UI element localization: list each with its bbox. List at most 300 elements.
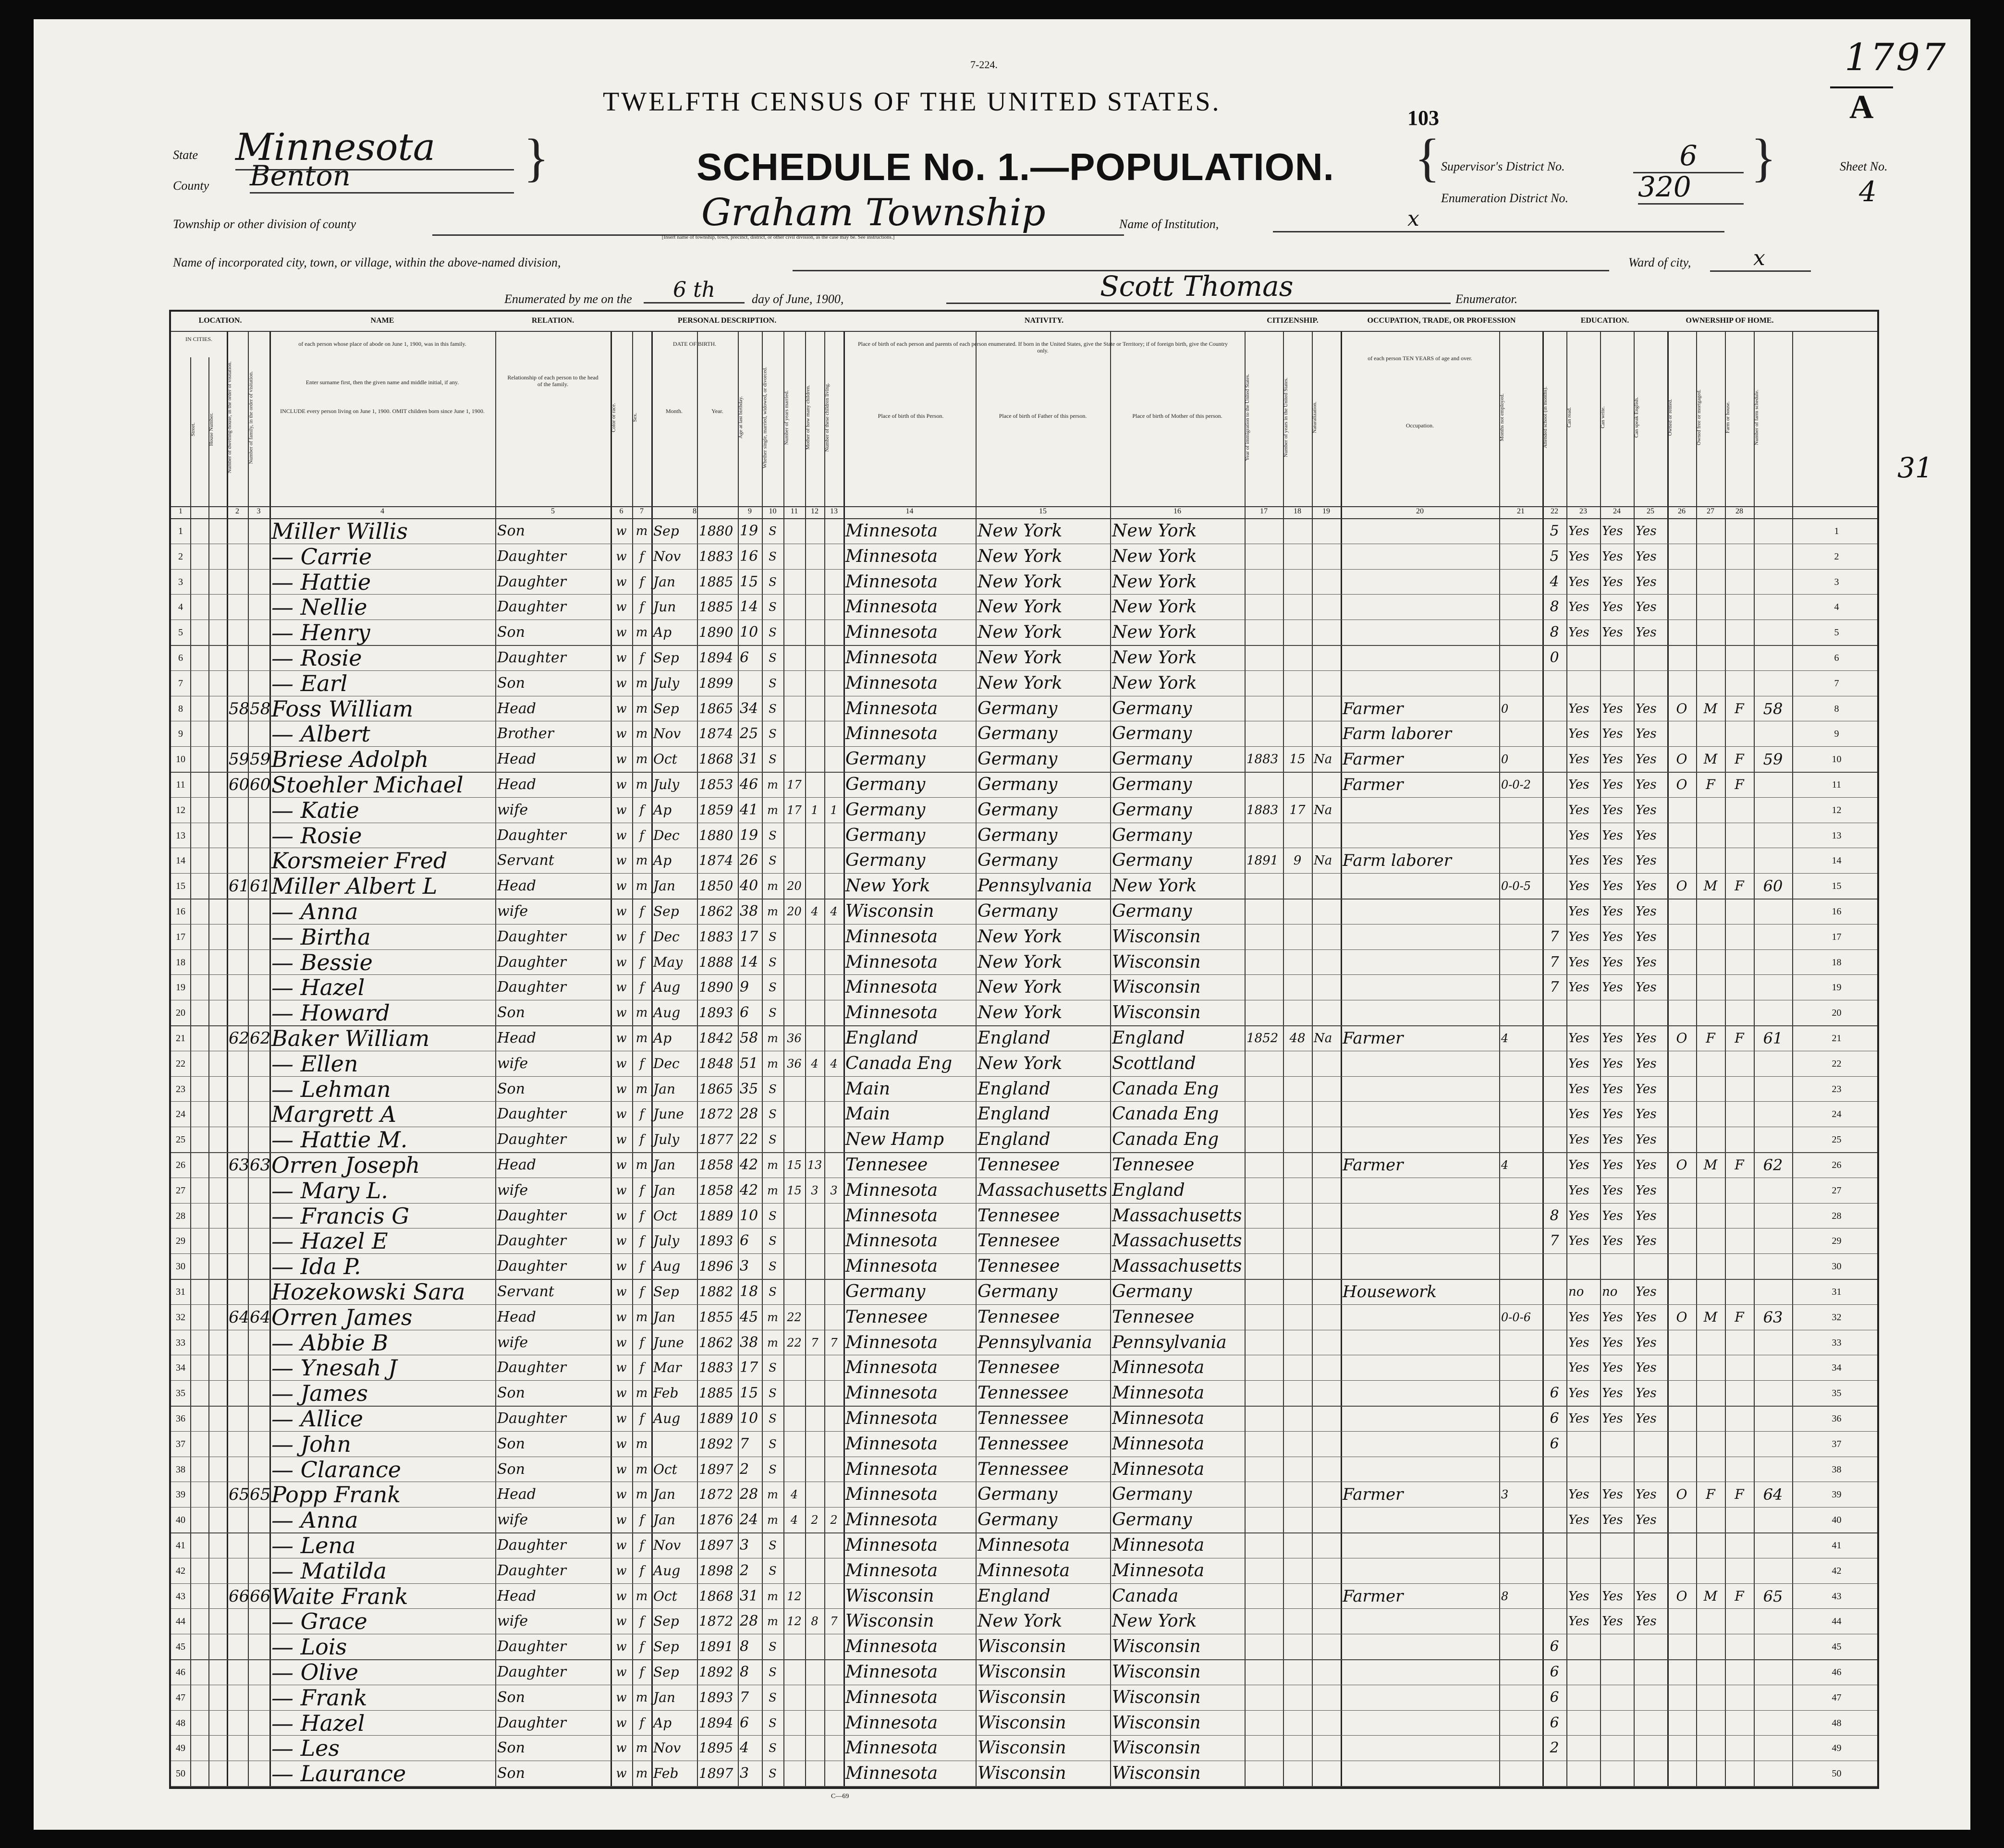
cell-bp: Germany	[845, 1282, 926, 1301]
cell-dw: 58	[229, 699, 250, 718]
cell-en: Yes	[1636, 853, 1657, 868]
cell-color: w	[616, 879, 627, 894]
cell-mar: S	[769, 1082, 777, 1096]
column-divider	[1754, 331, 1755, 1787]
cell-fp: New York	[978, 546, 1063, 566]
cell-name: — Hattie M.	[271, 1127, 408, 1153]
cell-rd: Yes	[1568, 625, 1589, 640]
enumeration-label: Enumeration District No.	[1441, 191, 1569, 205]
cell-rel: Head	[497, 1156, 537, 1173]
cell-occ: Housework	[1343, 1282, 1437, 1301]
column-sub-header: Relationship of each person to the head of the family.	[507, 374, 599, 388]
cell-sch: 6	[1550, 1714, 1559, 1731]
cell-mo: July	[653, 1131, 680, 1148]
cell-n2: 28	[1832, 1210, 1842, 1221]
cell-n: 29	[176, 1236, 185, 1247]
cell-n: 8	[178, 703, 183, 714]
cell-mo: Oct	[653, 751, 677, 767]
cell-sch: 5	[1550, 523, 1559, 539]
cell-n: 35	[176, 1388, 185, 1399]
cell-fp: Wisconsin	[978, 1713, 1066, 1733]
cell-sch: 6	[1550, 1435, 1559, 1452]
cell-mp: Canada	[1112, 1586, 1179, 1606]
cell-mo: Sep	[653, 1613, 679, 1629]
cell-wr: Yes	[1602, 1335, 1623, 1350]
cell-fp: Tennessee	[978, 1409, 1069, 1428]
cell-ym: 15	[787, 1183, 802, 1197]
column-divider	[976, 331, 977, 1787]
cell-color: w	[616, 802, 627, 817]
cell-yr: 1897	[699, 1461, 733, 1477]
column-group-header: OWNERSHIP OF HOME.	[1686, 316, 1774, 325]
column-divider	[824, 331, 825, 1787]
cell-n2: 18	[1832, 957, 1842, 968]
cell-mo: Jan	[653, 1157, 675, 1173]
cell-bp: Minnesota	[845, 597, 938, 617]
column-divider	[697, 331, 698, 1787]
cell-mo: Feb	[653, 1765, 679, 1782]
cell-sch: 7	[1550, 953, 1559, 971]
cell-color: w	[616, 701, 627, 716]
cell-free: M	[1703, 751, 1718, 767]
column-sub-header: Number of dwelling-house, in the order of visitation.	[227, 361, 232, 474]
cell-mc: 1	[811, 803, 819, 817]
cell-mp: Minnesota	[1112, 1459, 1205, 1479]
cell-name: — Lois	[271, 1634, 347, 1660]
cell-mp: Massachusetts	[1112, 1256, 1242, 1277]
cell-wr: Yes	[1602, 701, 1623, 716]
cell-age: 34	[740, 700, 758, 717]
cell-mc: 3	[811, 1183, 819, 1197]
cell-fp: Germany	[978, 775, 1058, 794]
cell-mp: Wisconsin	[1112, 1003, 1201, 1023]
cell-mp: Germany	[1112, 775, 1192, 794]
cell-yr: 1883	[699, 1360, 733, 1376]
cell-mp: Pennsylvania	[1112, 1332, 1227, 1352]
cell-bp: Minnesota	[845, 1332, 938, 1352]
cell-name: Waite Frank	[271, 1583, 408, 1609]
cell-color: w	[616, 1741, 627, 1756]
cell-fp: Tennesee	[978, 1256, 1060, 1277]
cell-n2: 3	[1834, 576, 1839, 587]
cell-yr: 1894	[699, 650, 733, 666]
cell-rel: wife	[497, 903, 528, 920]
cell-yr: 1894	[699, 1714, 733, 1731]
cell-yr: 1855	[699, 1309, 733, 1325]
cell-wr: Yes	[1602, 1234, 1623, 1249]
cell-mar: S	[769, 1260, 777, 1274]
cell-name: — Frank	[271, 1684, 367, 1711]
cell-sch: 5	[1550, 547, 1559, 565]
cell-en: Yes	[1636, 802, 1657, 817]
cell-n2: 41	[1832, 1540, 1842, 1551]
cell-mo: Aug	[653, 1562, 681, 1579]
cell-rel: Daughter	[497, 598, 566, 616]
cell-yr: 1889	[699, 1207, 733, 1224]
cell-wr: Yes	[1602, 549, 1623, 564]
cell-name: — Les	[271, 1735, 340, 1762]
cell-rd: Yes	[1568, 828, 1589, 843]
cell-rel: Daughter	[497, 649, 566, 666]
cell-color: w	[616, 549, 627, 564]
cell-mp: Minnesota	[1112, 1358, 1205, 1378]
cell-fp: Germany	[978, 901, 1058, 921]
cell-sch: 6	[1550, 1410, 1559, 1427]
cell-n: 19	[176, 982, 185, 993]
cell-rd: Yes	[1568, 879, 1589, 894]
cell-rd: Yes	[1568, 1487, 1589, 1502]
cell-rd: Yes	[1568, 524, 1589, 538]
city-label: Name of incorporated city, town, or village, within the above-named division,	[173, 255, 561, 269]
cell-name: Korsmeier Fred	[271, 848, 448, 874]
cell-color: w	[616, 727, 627, 742]
cell-farm: F	[1735, 700, 1744, 717]
cell-bp: Germany	[845, 800, 926, 820]
cell-yr: 1858	[699, 1182, 733, 1198]
cell-mo: Ap	[653, 624, 672, 641]
cell-free: M	[1703, 1588, 1718, 1604]
cell-color: w	[616, 1361, 627, 1375]
cell-age: 15	[740, 573, 758, 590]
cell-bp: Minnesota	[845, 1383, 938, 1403]
cell-dw: 63	[229, 1155, 250, 1175]
cell-n2: 23	[1832, 1083, 1842, 1094]
cell-rd: Yes	[1568, 1107, 1589, 1122]
cell-n2: 38	[1832, 1464, 1842, 1475]
cell-sex: m	[635, 1158, 648, 1172]
cell-n2: 33	[1832, 1337, 1842, 1348]
cell-rel: Daughter	[497, 573, 566, 590]
cell-sex: f	[639, 1665, 644, 1679]
cell-sex: m	[635, 1766, 648, 1781]
cell-yr: 1874	[699, 852, 733, 869]
column-divider	[1312, 331, 1313, 1787]
cell-yr: 1842	[699, 1030, 733, 1046]
cell-yr: 1868	[699, 1588, 733, 1604]
cell-sex: f	[639, 549, 644, 564]
column-divider	[1283, 331, 1284, 1787]
cell-unemp: 0-0-2	[1501, 778, 1531, 791]
cell-mo: Nov	[653, 726, 681, 742]
cell-mo: July	[653, 777, 680, 792]
cell-n2: 50	[1832, 1768, 1842, 1779]
cell-yus: 48	[1289, 1031, 1306, 1046]
cell-name: — Hazel E	[271, 1228, 388, 1254]
cell-unemp: 4	[1501, 1158, 1509, 1172]
cell-rel: Son	[497, 1004, 525, 1021]
cell-nat: Na	[1314, 1031, 1332, 1046]
cell-n: 2	[178, 551, 183, 562]
cell-mp: England	[1112, 1180, 1185, 1200]
cell-name: Foss William	[271, 695, 414, 722]
institution-label: Name of Institution,	[1119, 217, 1219, 231]
cell-rel: Daughter	[497, 1537, 566, 1554]
cell-bp: Minnesota	[845, 622, 938, 643]
cell-ym: 22	[787, 1336, 802, 1350]
cell-yr: 1896	[699, 1258, 733, 1275]
column-group-header: OCCUPATION, TRADE, OR PROFESSION	[1367, 316, 1516, 325]
cell-age: 6	[740, 1714, 749, 1731]
cell-age: 7	[740, 1435, 749, 1452]
cell-en: Yes	[1636, 1589, 1657, 1604]
cell-mar: S	[769, 981, 777, 995]
column-sub-header: DATE OF BIRTH.	[672, 340, 717, 347]
cell-sex: m	[635, 625, 648, 640]
cell-n2: 36	[1832, 1413, 1842, 1424]
cell-mp: Wisconsin	[1112, 926, 1201, 947]
cell-n2: 10	[1832, 754, 1842, 765]
cell-n: 23	[176, 1083, 185, 1094]
cell-free: F	[1706, 1486, 1715, 1503]
column-sub-header: Months not employed.	[1499, 393, 1505, 441]
cell-en: Yes	[1636, 1386, 1657, 1401]
cell-unemp: 0-0-5	[1501, 879, 1531, 893]
cell-name: — Katie	[271, 797, 359, 823]
cell-ym: 20	[787, 905, 802, 918]
cell-mp: Tennesee	[1112, 1155, 1195, 1175]
column-divider	[1600, 331, 1601, 1787]
cell-sex: f	[639, 1208, 644, 1223]
cell-mar: S	[769, 1361, 777, 1375]
cell-n2: 8	[1834, 703, 1839, 714]
cell-rel: Daughter	[497, 1562, 566, 1579]
cell-bp: Minnesota	[845, 1687, 938, 1707]
cell-rel: Son	[497, 674, 525, 692]
left-brace: }	[524, 128, 549, 187]
state-value: Minnesota	[235, 126, 514, 170]
cell-rel: Daughter	[497, 1638, 566, 1655]
cell-fp: New York	[978, 597, 1063, 617]
cell-yr: 1872	[699, 1613, 733, 1629]
cell-occ: Farmer	[1343, 750, 1404, 769]
cell-age: 3	[740, 1537, 749, 1554]
cell-n: 44	[176, 1616, 185, 1627]
cell-yr: 1880	[699, 523, 733, 539]
cell-fp: New York	[978, 977, 1063, 997]
column-divider	[248, 331, 249, 1787]
column-divider	[1245, 331, 1246, 1787]
cell-mo: Sep	[653, 700, 679, 717]
cell-bp: Minnesota	[845, 1763, 938, 1784]
cell-cl: 7	[830, 1615, 838, 1629]
cell-en: Yes	[1636, 1335, 1657, 1350]
cell-name: Miller Willis	[271, 518, 408, 544]
cell-mo: Ap	[653, 802, 672, 818]
cell-sex: f	[639, 651, 644, 665]
cell-rd: Yes	[1568, 1082, 1589, 1096]
cell-ym: 4	[790, 1513, 798, 1527]
cell-sex: m	[635, 1487, 648, 1502]
cell-mp: Germany	[1112, 851, 1192, 871]
cell-sch: 8	[1550, 624, 1559, 641]
cell-mo: June	[653, 1106, 684, 1122]
corner-number: 1797	[1845, 36, 1948, 79]
cell-rd: Yes	[1568, 929, 1589, 944]
column-sub-header: Number of these children living.	[824, 383, 830, 452]
cell-fp: Minnesota	[978, 1560, 1070, 1581]
column-group-header: LOCATION.	[198, 316, 242, 325]
cell-rd: Yes	[1568, 1310, 1589, 1325]
cell-yr: 1885	[699, 599, 733, 615]
cell-en: Yes	[1636, 701, 1657, 716]
cell-mo: Jan	[653, 878, 675, 894]
supervisor-value: 6	[1633, 139, 1744, 173]
cell-mar: S	[769, 1690, 777, 1704]
cell-yr: 1892	[699, 1435, 733, 1452]
cell-bp: Canada Eng	[845, 1053, 953, 1073]
cell-yr: 1897	[699, 1765, 733, 1782]
column-divider	[208, 357, 209, 1787]
cell-sex: f	[639, 1234, 644, 1249]
cell-n: 33	[176, 1337, 185, 1348]
cell-sex: f	[639, 955, 644, 970]
cell-mp: New York	[1112, 571, 1197, 592]
cell-sex: f	[639, 929, 644, 944]
cell-farm: F	[1735, 1309, 1744, 1325]
cell-age: 41	[740, 801, 758, 818]
cell-color: w	[616, 955, 627, 970]
cell-name: — Henry	[271, 620, 370, 646]
cell-en: Yes	[1636, 549, 1657, 564]
cell-bp: Minnesota	[845, 1738, 938, 1758]
cell-bp: Main	[845, 1079, 891, 1099]
cell-sex: f	[639, 802, 644, 817]
cell-fp: Wisconsin	[978, 1662, 1066, 1682]
sheet-value: 4	[1859, 175, 1877, 208]
cell-n2: 29	[1832, 1236, 1842, 1247]
cell-wr: Yes	[1602, 904, 1623, 919]
cell-wr: Yes	[1602, 980, 1623, 995]
cell-mp: Wisconsin	[1112, 1662, 1201, 1682]
cell-rel: Head	[497, 1308, 537, 1325]
cell-rd: Yes	[1568, 1335, 1589, 1350]
cell-n: 28	[176, 1210, 185, 1221]
column-sub-header: Attended school (in months).	[1542, 386, 1548, 449]
column-number: 1	[179, 507, 183, 515]
cell-mar: S	[769, 1741, 777, 1755]
cell-mo: Ap	[653, 1714, 672, 1731]
cell-age: 46	[740, 776, 758, 793]
cell-age: 7	[740, 1689, 749, 1706]
cell-name: — Bessie	[271, 949, 373, 975]
cell-age: 28	[740, 1613, 758, 1630]
cell-name: Stoehler Michael	[271, 772, 464, 798]
cell-wr: Yes	[1602, 1487, 1623, 1502]
cell-name: — Ellen	[271, 1050, 358, 1077]
column-sub-header: Can write.	[1600, 406, 1606, 428]
cell-fp: New York	[978, 673, 1063, 693]
cell-mar: S	[769, 1640, 777, 1654]
cell-age: 35	[740, 1080, 758, 1097]
cell-bp: Tennesee	[845, 1155, 928, 1175]
cell-name: — Albert	[271, 721, 370, 747]
cell-mp: New York	[1112, 622, 1197, 643]
cell-rd: Yes	[1568, 1589, 1589, 1604]
cell-rd: Yes	[1568, 853, 1589, 868]
cell-ym: 4	[790, 1488, 798, 1502]
cell-mar: S	[769, 1285, 777, 1299]
cell-color: w	[616, 1259, 627, 1274]
cell-yr: 1893	[699, 1689, 733, 1705]
enumerated-day: 6 th	[644, 278, 745, 304]
cell-mo: Oct	[653, 1207, 677, 1224]
cell-wr: Yes	[1602, 600, 1623, 615]
cell-fam: 58	[250, 699, 271, 718]
cell-fp: New York	[978, 571, 1063, 592]
column-number: 7	[640, 507, 644, 515]
cell-yr: 1876	[699, 1512, 733, 1528]
column-number: 4	[380, 507, 384, 515]
cell-mp: Germany	[1112, 698, 1192, 718]
cell-color: w	[616, 778, 627, 792]
cell-sex: f	[639, 1335, 644, 1350]
cell-fam: 62	[250, 1029, 271, 1048]
cell-mar: S	[769, 1437, 777, 1451]
cell-rd: Yes	[1568, 1386, 1589, 1401]
cell-name: — Anna	[271, 1507, 358, 1533]
cell-n: 13	[176, 830, 185, 841]
cell-en: Yes	[1636, 1031, 1657, 1046]
cell-color: w	[616, 1563, 627, 1578]
cell-n2: 27	[1832, 1185, 1842, 1196]
cell-sch: 7	[1550, 928, 1559, 945]
column-group-header: NAME	[370, 316, 394, 325]
cell-n: 11	[176, 779, 185, 790]
cell-mar: S	[769, 1234, 777, 1248]
cell-bp: Minnesota	[845, 1205, 938, 1226]
cell-mo: Jan	[653, 573, 675, 590]
cell-color: w	[616, 1386, 627, 1401]
cell-n2: 37	[1832, 1438, 1842, 1449]
cell-yr: 1853	[699, 777, 733, 792]
cell-n: 37	[176, 1438, 185, 1449]
cell-bp: Germany	[845, 851, 926, 871]
cell-rel: Daughter	[497, 1258, 566, 1275]
cell-sex: f	[639, 1563, 644, 1578]
column-sub-header: Naturalization.	[1312, 401, 1318, 433]
cell-yr: 1877	[699, 1131, 733, 1148]
cell-mp: Germany	[1112, 800, 1192, 820]
cell-rel: Son	[497, 1080, 525, 1097]
cell-n: 36	[176, 1413, 185, 1424]
cell-mo: July	[653, 1233, 680, 1249]
cell-free: M	[1703, 1157, 1718, 1173]
cell-mp: Germany	[1112, 1510, 1192, 1530]
column-sub-header: Number of family, in the order of visitation.	[248, 371, 254, 464]
cell-yr: 1885	[699, 573, 733, 590]
cell-en: Yes	[1636, 1487, 1657, 1502]
column-sub-header: Age at last birthday.	[738, 396, 744, 439]
sheet-label: Sheet No.	[1840, 159, 1888, 173]
cell-n: 20	[176, 1008, 185, 1019]
cell-mo: Mar	[653, 1360, 682, 1376]
cell-en: Yes	[1636, 1411, 1657, 1426]
cell-en: Yes	[1636, 1513, 1657, 1528]
cell-mar: S	[769, 1767, 777, 1781]
cell-bp: Minnesota	[845, 1003, 938, 1023]
cell-bp: Minnesota	[845, 1358, 938, 1378]
cell-fp: Germany	[978, 1484, 1058, 1505]
cell-fp: England	[978, 1104, 1051, 1124]
cell-fp: Germany	[978, 698, 1058, 718]
cell-bp: Minnesota	[845, 648, 938, 668]
cell-mp: New York	[1112, 546, 1197, 566]
cell-sex: f	[639, 1259, 644, 1274]
cell-rel: Son	[497, 1435, 525, 1452]
cell-fam: 64	[250, 1307, 271, 1327]
column-divider	[762, 331, 763, 1787]
cell-mc: 8	[811, 1615, 819, 1629]
